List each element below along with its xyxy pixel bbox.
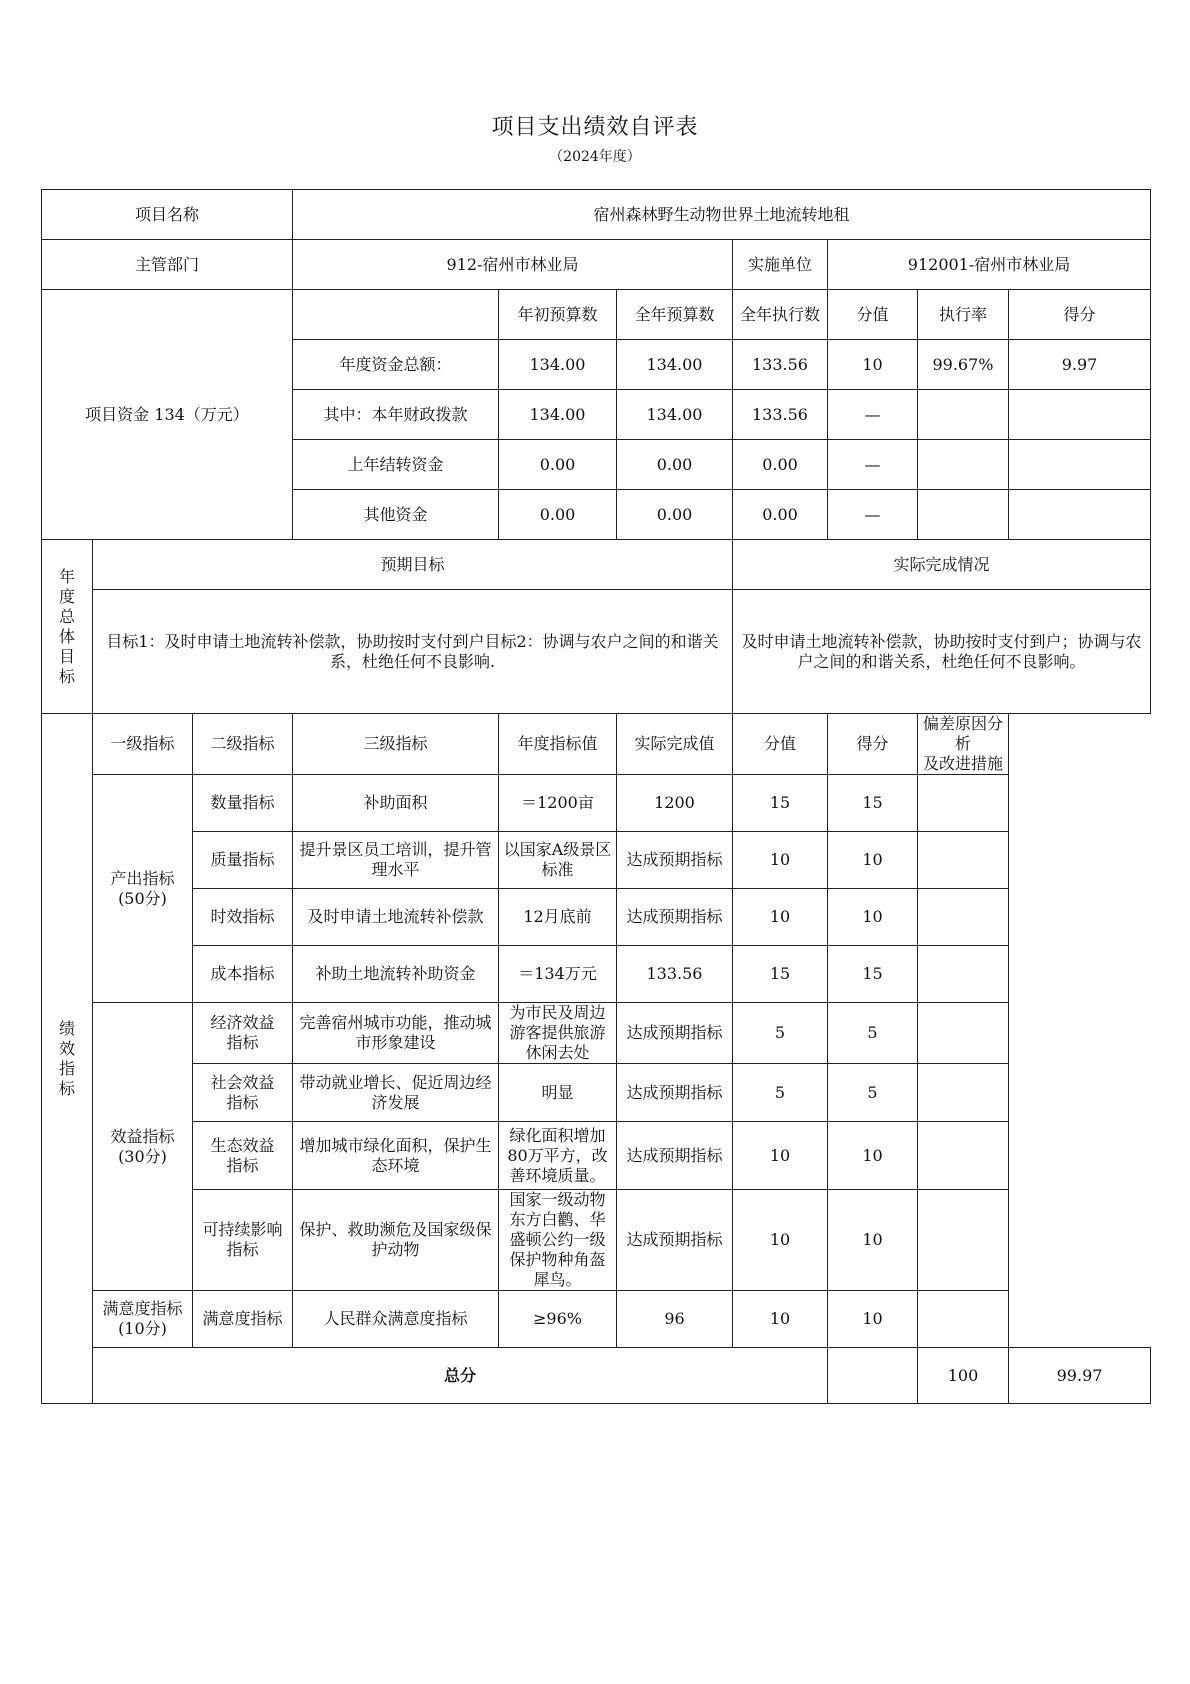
indicator-level2: 成本指标: [193, 946, 293, 1003]
funds-header: 年初预算数: [499, 290, 617, 340]
funds-initial: 134.00: [499, 340, 617, 390]
indicator-level2: 满意度指标: [193, 1291, 293, 1348]
indicator-level3: 保护、救助濒危及国家级保护动物: [293, 1190, 499, 1291]
indicator-score: 15: [828, 775, 918, 832]
funds-row-name: 年度资金总额：: [293, 340, 499, 390]
indicator-row: [42, 775, 1151, 832]
indicator-weight: 5: [733, 1003, 828, 1064]
indicator-level3: 补助土地流转补助资金: [293, 946, 499, 1003]
funds-exec: 133.56: [733, 390, 828, 440]
indicator-level3: 补助面积: [293, 775, 499, 832]
performance-header-row: [42, 714, 1151, 775]
goals-expected-header: 预期目标: [93, 540, 733, 590]
indicator-actual: 达成预期指标: [617, 832, 733, 889]
indicator-row: [42, 1190, 1151, 1291]
indicator-score: 5: [828, 1064, 918, 1122]
indicator-weight: 5: [733, 1064, 828, 1122]
indicator-row: [42, 1003, 1151, 1064]
project-name-value: 宿州森林野生动物世界土地流转地租: [293, 190, 1151, 240]
indicator-score: 5: [828, 1003, 918, 1064]
indicator-level2: 数量指标: [193, 775, 293, 832]
indicator-target: ＝1200亩: [499, 775, 617, 832]
indicator-row: [42, 1064, 1151, 1122]
indicator-level3: 提升景区员工培训，提升管理水平: [293, 832, 499, 889]
funds-rate: [918, 490, 1009, 540]
indicator-analysis: [918, 832, 1009, 889]
funds-rate: [918, 440, 1009, 490]
total-score: 99.97: [1009, 1348, 1151, 1404]
perf-header-level1: 一级指标: [93, 714, 193, 775]
funds-initial: 134.00: [499, 390, 617, 440]
indicator-analysis: [918, 1190, 1009, 1291]
indicator-level2: 经济效益 指标: [193, 1003, 293, 1064]
unit-value: 912001-宿州市林业局: [828, 240, 1151, 290]
indicator-score: 15: [828, 946, 918, 1003]
funds-exec: 133.56: [733, 340, 828, 390]
indicator-target: 国家一级动物东方白鹳、华盛顿公约一级保护物种角盔犀鸟。: [499, 1190, 617, 1291]
indicator-actual: 133.56: [617, 946, 733, 1003]
indicator-analysis: [918, 1003, 1009, 1064]
funds-full: 0.00: [617, 440, 733, 490]
total-label: 总分: [93, 1348, 828, 1404]
goals-actual-text: 及时申请土地流转补偿款，协助按时支付到户；协调与农户之间的和谐关系，杜绝任何不良影响。: [733, 590, 1151, 714]
funds-weight: 10: [828, 340, 918, 390]
indicator-level2: 质量指标: [193, 832, 293, 889]
indicator-target: 为市民及周边游客提供旅游休闲去处: [499, 1003, 617, 1064]
indicator-weight: 15: [733, 946, 828, 1003]
project-name-label: 项目名称: [42, 190, 293, 240]
funds-score: 9.97: [1009, 340, 1151, 390]
indicator-target: ≥96%: [499, 1291, 617, 1348]
indicator-weight: 15: [733, 775, 828, 832]
indicator-weight: 10: [733, 889, 828, 946]
indicator-row: [42, 1291, 1151, 1348]
goals-content-row: [42, 590, 1151, 714]
funds-header: 执行率: [918, 290, 1009, 340]
indicator-row: [42, 1122, 1151, 1190]
funds-weight: —: [828, 440, 918, 490]
funds-header-blank: [293, 290, 499, 340]
indicator-analysis: [918, 889, 1009, 946]
indicator-actual: 达成预期指标: [617, 1122, 733, 1190]
dept-label: 主管部门: [42, 240, 293, 290]
funds-score: [1009, 440, 1151, 490]
indicator-score: 10: [828, 889, 918, 946]
group-output-label: 产出指标 (50分): [93, 775, 193, 1003]
funds-rate: [918, 390, 1009, 440]
indicator-target: ＝134万元: [499, 946, 617, 1003]
group-satisfaction-label: 满意度指标 (10分): [93, 1291, 193, 1348]
project-name-row: [42, 190, 1151, 240]
funds-full: 134.00: [617, 390, 733, 440]
indicator-level3: 完善宿州城市功能，推动城市形象建设: [293, 1003, 499, 1064]
perf-header-analysis: 偏差原因分析 及改进措施: [918, 714, 1009, 775]
funds-exec: 0.00: [733, 490, 828, 540]
indicator-score: 10: [828, 1122, 918, 1190]
dept-row: [42, 240, 1151, 290]
indicator-analysis: [918, 1064, 1009, 1122]
indicator-weight: 10: [733, 1291, 828, 1348]
perf-header-level2: 二级指标: [193, 714, 293, 775]
goals-label: 年 度 总 体 目 标: [42, 540, 93, 714]
indicator-score: 10: [828, 832, 918, 889]
page-subtitle: （2024年度）: [549, 149, 641, 165]
indicator-target: 12月底前: [499, 889, 617, 946]
indicator-row: [42, 832, 1151, 889]
funds-weight: —: [828, 490, 918, 540]
indicator-actual: 达成预期指标: [617, 1003, 733, 1064]
funds-initial: 0.00: [499, 440, 617, 490]
total-actual: [828, 1348, 918, 1404]
goals-expected-text: 目标1：及时申请土地流转补偿款，协助按时支付到户目标2：协调与农户之间的和谐关系，杜绝任何不良影响.: [93, 590, 733, 714]
performance-label: 绩 效 指 标: [42, 714, 93, 1404]
indicator-score: 10: [828, 1190, 918, 1291]
indicator-level2: 可持续影响 指标: [193, 1190, 293, 1291]
funds-exec: 0.00: [733, 440, 828, 490]
dept-value: 912-宿州市林业局: [293, 240, 733, 290]
indicator-target: 以国家A级景区标准: [499, 832, 617, 889]
perf-header-target: 年度指标值: [499, 714, 617, 775]
indicator-analysis: [918, 1122, 1009, 1190]
goals-header-row: [42, 540, 1151, 590]
total-row: [42, 1348, 1151, 1404]
perf-header-weight: 分值: [733, 714, 828, 775]
indicator-actual: 达成预期指标: [617, 1064, 733, 1122]
indicator-level2: 社会效益 指标: [193, 1064, 293, 1122]
indicator-analysis: [918, 946, 1009, 1003]
funds-header: 得分: [1009, 290, 1151, 340]
group-benefit-label: 效益指标 (30分): [93, 1003, 193, 1291]
indicator-weight: 10: [733, 1190, 828, 1291]
funds-score: [1009, 490, 1151, 540]
indicator-row: [42, 889, 1151, 946]
funds-score: [1009, 390, 1151, 440]
funds-row-name: 其中：本年财政拨款: [293, 390, 499, 440]
page-title: 项目支出绩效自评表: [491, 115, 699, 140]
funds-initial: 0.00: [499, 490, 617, 540]
perf-header-level3: 三级指标: [293, 714, 499, 775]
indicator-actual: 1200: [617, 775, 733, 832]
indicator-score: 10: [828, 1291, 918, 1348]
indicator-analysis: [918, 775, 1009, 832]
unit-label: 实施单位: [733, 240, 828, 290]
goals-actual-header: 实际完成情况: [733, 540, 1151, 590]
funds-label: 项目资金 134（万元）: [42, 290, 293, 540]
indicator-level3: 人民群众满意度指标: [293, 1291, 499, 1348]
indicator-analysis: [918, 1291, 1009, 1348]
funds-full: 134.00: [617, 340, 733, 390]
indicator-target: 明显: [499, 1064, 617, 1122]
funds-header: 全年执行数: [733, 290, 828, 340]
funds-row-name: 其他资金: [293, 490, 499, 540]
total-weight: 100: [918, 1348, 1009, 1404]
indicator-level3: 带动就业增长、促近周边经济发展: [293, 1064, 499, 1122]
indicator-actual: 达成预期指标: [617, 889, 733, 946]
evaluation-table: [41, 189, 1151, 1404]
funds-weight: —: [828, 390, 918, 440]
perf-header-actual: 实际完成值: [617, 714, 733, 775]
funds-rate: 99.67%: [918, 340, 1009, 390]
funds-row-name: 上年结转资金: [293, 440, 499, 490]
funds-full: 0.00: [617, 490, 733, 540]
funds-header: 全年预算数: [617, 290, 733, 340]
indicator-level2: 时效指标: [193, 889, 293, 946]
perf-header-score: 得分: [828, 714, 918, 775]
funds-header: 分值: [828, 290, 918, 340]
indicator-row: [42, 946, 1151, 1003]
indicator-level3: 及时申请土地流转补偿款: [293, 889, 499, 946]
indicator-level2: 生态效益 指标: [193, 1122, 293, 1190]
indicator-actual: 96: [617, 1291, 733, 1348]
indicator-level3: 增加城市绿化面积，保护生态环境: [293, 1122, 499, 1190]
indicator-actual: 达成预期指标: [617, 1190, 733, 1291]
indicator-weight: 10: [733, 1122, 828, 1190]
indicator-weight: 10: [733, 832, 828, 889]
indicator-target: 绿化面积增加80万平方，改善环境质量。: [499, 1122, 617, 1190]
funds-header-row: [42, 290, 1151, 340]
